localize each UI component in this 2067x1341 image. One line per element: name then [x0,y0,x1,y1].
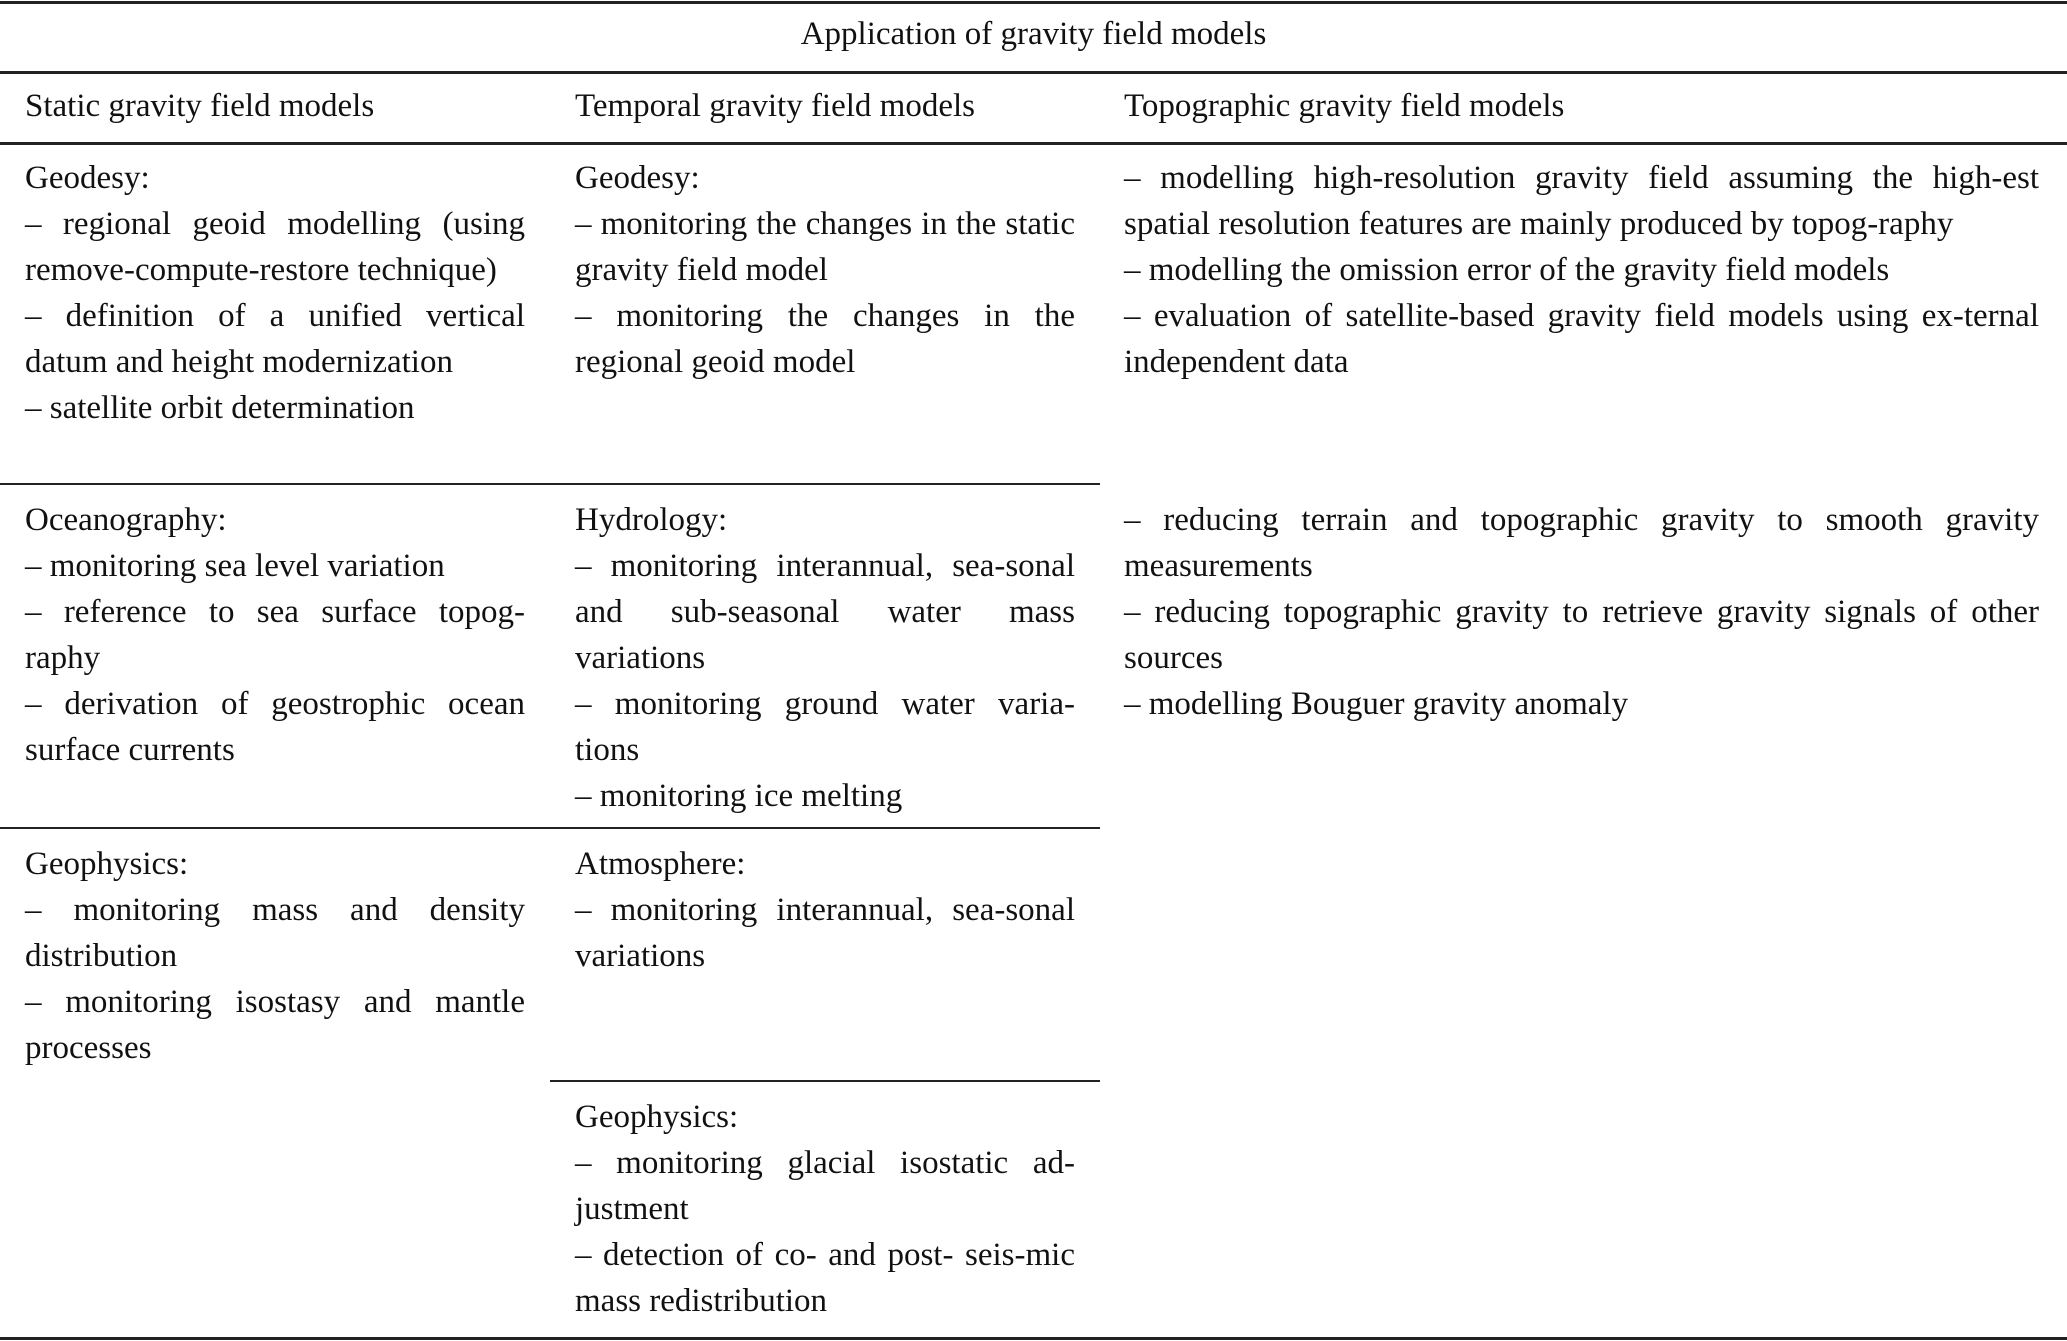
topographic-block-2 [1124,497,2039,727]
list-item: – monitoring sea level variation [25,548,445,584]
row3-rule-temporal [550,1080,1100,1082]
list-item: – reference to sea surface topog-raphy [25,594,525,676]
static-oceanography-cell [25,497,525,773]
list-item: – modelling high-resolution gravity field assuming the high-est spatial resolution features are mainly produced by topog-raphy [1124,160,2039,242]
category-label: Geophysics: [575,1099,739,1135]
list-item: – modelling the omission error of the gravity field models [1124,252,1890,288]
list-item: – monitoring the changes in the static gravity field model [575,206,1075,288]
category-label: Geodesy: [575,160,700,196]
header-rule [0,142,2067,145]
list-item: – reducing topographic gravity to retrieve gravity signals of other sources [1124,594,2039,676]
list-item: – satellite orbit determination [25,390,415,426]
list-item: – monitoring ice melting [575,778,903,814]
temporal-geodesy-cell [575,155,1075,385]
static-geodesy-cell [25,155,525,431]
column-header-static: Static gravity field models [25,88,375,124]
top-rule [0,1,2067,4]
table-title: Application of gravity field models [800,16,1267,52]
column-header-topographic: Topographic gravity field models [1124,88,1565,124]
list-item: – evaluation of satellite-based gravity field models using ex-ternal independent data [1124,298,2039,380]
list-item: – reducing terrain and topographic gravity to smooth gravity measurements [1124,502,2039,584]
list-item: – detection of co- and post- seis-mic mass redistribution [575,1237,1075,1319]
list-item: – definition of a unified vertical datum and height modernization [25,298,525,380]
category-label: Geodesy: [25,160,150,196]
temporal-geophysics-cell [575,1094,1075,1324]
list-item: – monitoring interannual, sea-sonal variations [575,892,1075,974]
bottom-rule [0,1337,2067,1340]
list-item: – monitoring the changes in the regional geoid model [575,298,1075,380]
list-item: – monitoring isostasy and mantle processes [25,984,525,1066]
list-item: – monitoring ground water varia-tions [575,686,1075,768]
row2-rule [0,827,1100,829]
category-label: Atmosphere: [575,846,746,882]
static-geophysics-cell [25,841,525,1071]
category-label: Hydrology: [575,502,728,538]
list-item: – derivation of geostrophic ocean surface currents [25,686,525,768]
list-item: – modelling Bouguer gravity anomaly [1124,686,1629,722]
topographic-block-1 [1124,155,2039,385]
category-label: Geophysics: [25,846,189,882]
title-rule [0,71,2067,74]
list-item: – monitoring glacial isostatic ad-justment [575,1145,1075,1227]
list-item: – regional geoid modelling (using remove-compute-restore technique) [25,206,525,288]
list-item: – monitoring interannual, sea-sonal and sub-seasonal water mass variations [575,548,1075,676]
category-label: Oceanography: [25,502,227,538]
temporal-atmosphere-cell [575,841,1075,979]
column-header-temporal: Temporal gravity field models [575,88,975,124]
list-item: – monitoring mass and density distribution [25,892,525,974]
row1-rule [0,483,1100,485]
temporal-hydrology-cell [575,497,1075,819]
